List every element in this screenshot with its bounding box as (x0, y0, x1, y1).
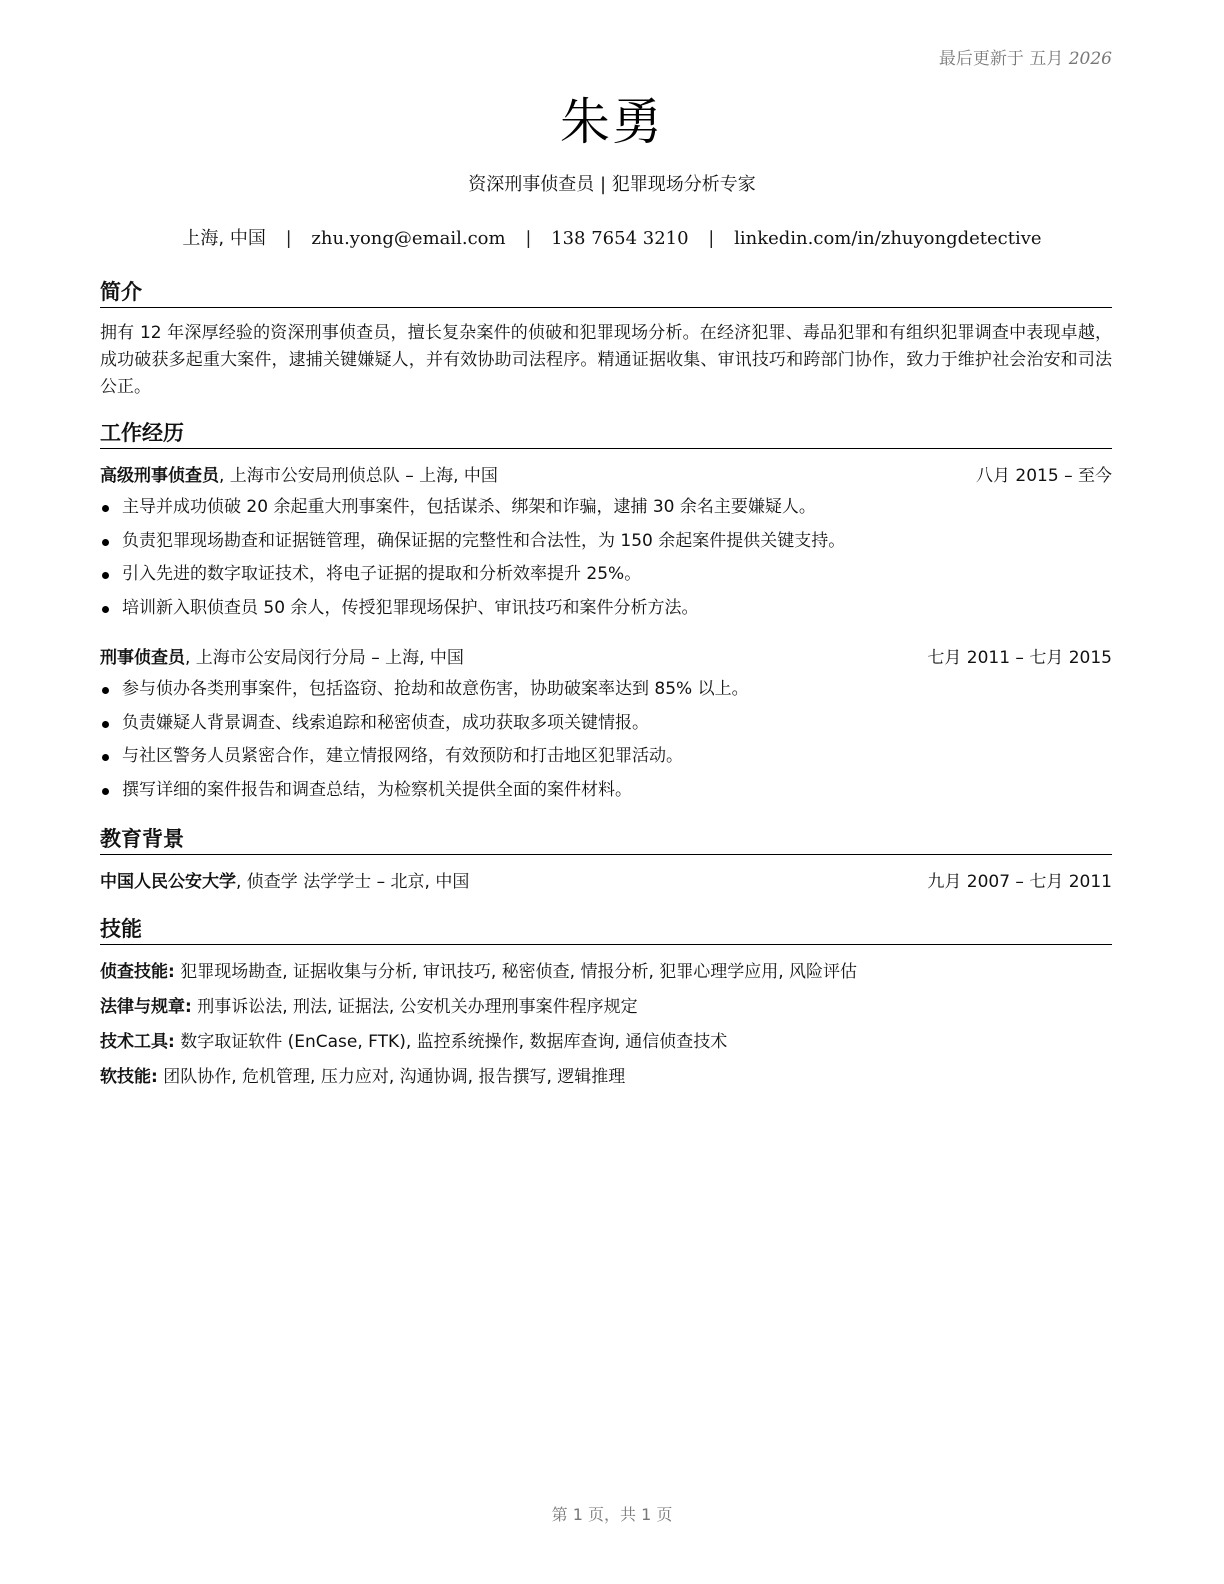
job-bullet: 引入先进的数字取证技术，将电子证据的提取和分析效率提升 25%。 (100, 558, 1112, 592)
skill-row (100, 1025, 1112, 1060)
skill-value: 数字取证软件 (EnCase, FTK), 监控系统操作, 数据库查询, 通信侦查技术 (174, 1032, 728, 1052)
job-bullet: 负责嫌疑人背景调查、线索追踪和秘密侦查，成功获取多项关键情报。 (100, 707, 1112, 741)
job-header (100, 643, 1112, 673)
experience-section (100, 419, 1112, 807)
job-role: 刑事侦查员 (100, 648, 185, 668)
job-org: , 上海市公安局闵行分局 – 上海, 中国 (185, 648, 464, 668)
skills-section (100, 915, 1112, 1095)
skill-value: 刑事诉讼法, 刑法, 证据法, 公安机关办理刑事案件程序规定 (191, 997, 638, 1017)
job-bullet: 负责犯罪现场勘查和证据链管理，确保证据的完整性和合法性，为 150 余起案件提供关键支持。 (100, 525, 1112, 559)
summary-title: 简介 (100, 278, 1112, 308)
job-entry (100, 461, 1112, 625)
last-updated-year: 2026 (1068, 49, 1112, 69)
contact-separator: | (285, 228, 292, 249)
contact-separator: | (708, 228, 715, 249)
job-title-line (100, 461, 498, 491)
job-org: , 上海市公安局刑侦总队 – 上海, 中国 (219, 466, 498, 486)
job-dates: 八月 2015 – 至今 (976, 466, 1112, 486)
contact-separator: | (525, 228, 532, 249)
education-title: 教育背景 (100, 825, 1112, 855)
contact-email[interactable]: zhu.yong@email.com (311, 228, 506, 249)
contact-phone: 138 7654 3210 (551, 228, 689, 249)
education-dates: 九月 2007 – 七月 2011 (927, 872, 1112, 892)
education-line (100, 867, 469, 897)
job-bullet: 撰写详细的案件报告和调查总结，为检察机关提供全面的案件材料。 (100, 774, 1112, 808)
job-bullets (100, 673, 1112, 807)
skill-label: 侦查技能: (100, 962, 175, 982)
education-section (100, 825, 1112, 897)
job-title-line (100, 643, 464, 673)
education-entry (100, 867, 1112, 897)
job-dates: 七月 2011 – 七月 2015 (927, 648, 1112, 668)
skill-value: 犯罪现场勘查, 证据收集与分析, 审讯技巧, 秘密侦查, 情报分析, 犯罪心理学应用, 风险评估 (174, 962, 858, 982)
contact-location: 上海, 中国 (182, 228, 266, 249)
job-header (100, 461, 1112, 491)
job-bullet: 培训新入职侦查员 50 余人，传授犯罪现场保护、审讯技巧和案件分析方法。 (100, 592, 1112, 626)
skill-label: 法律与规章: (100, 997, 192, 1017)
job-entry (100, 643, 1112, 807)
skills-title: 技能 (100, 915, 1112, 945)
contact-line (0, 224, 1224, 250)
experience-title: 工作经历 (100, 419, 1112, 449)
contact-linkedin[interactable]: linkedin.com/in/zhuyongdetective (734, 228, 1042, 249)
education-school: 中国人民公安大学 (100, 872, 236, 892)
skill-label: 软技能: (100, 1067, 158, 1087)
page-number: 第 1 页，共 1 页 (551, 1505, 673, 1524)
candidate-name: 朱勇 (560, 93, 664, 151)
job-bullet: 参与侦办各类刑事案件，包括盗窃、抢劫和故意伤害，协助破案率达到 85% 以上。 (100, 673, 1112, 707)
skill-row (100, 955, 1112, 990)
job-bullet: 主导并成功侦破 20 余起重大刑事案件，包括谋杀、绑架和诈骗，逮捕 30 余名主要嫌疑人。 (100, 491, 1112, 525)
candidate-headline: 资深刑事侦查员 | 犯罪现场分析专家 (468, 174, 756, 195)
job-bullets (100, 491, 1112, 625)
summary-section (100, 278, 1112, 401)
last-updated (939, 44, 1112, 69)
skill-value: 团队协作, 危机管理, 压力应对, 沟通协调, 报告撰写, 逻辑推理 (157, 1067, 626, 1087)
skill-row (100, 1060, 1112, 1095)
job-role: 高级刑事侦查员 (100, 466, 219, 486)
skill-row (100, 990, 1112, 1025)
resume-body (100, 278, 1112, 1095)
skill-label: 技术工具: (100, 1032, 175, 1052)
skills-list (100, 955, 1112, 1095)
job-bullet: 与社区警务人员紧密合作，建立情报网络，有效预防和打击地区犯罪活动。 (100, 740, 1112, 774)
last-updated-label: 最后更新于 五月 (938, 49, 1064, 69)
summary-text: 拥有 12 年深厚经验的资深刑事侦查员，擅长复杂案件的侦破和犯罪现场分析。在经济犯罪、毒品犯罪和有组织犯罪调查中表现卓越，成功破获多起重大案件，逮捕关键嫌疑人，并有效协助司法程序。精通证据收集、审讯技巧和跨部门协作，致力于维护社会治安和司法公正。 (100, 323, 1112, 397)
education-detail: , 侦查学 法学学士 – 北京, 中国 (236, 872, 470, 892)
